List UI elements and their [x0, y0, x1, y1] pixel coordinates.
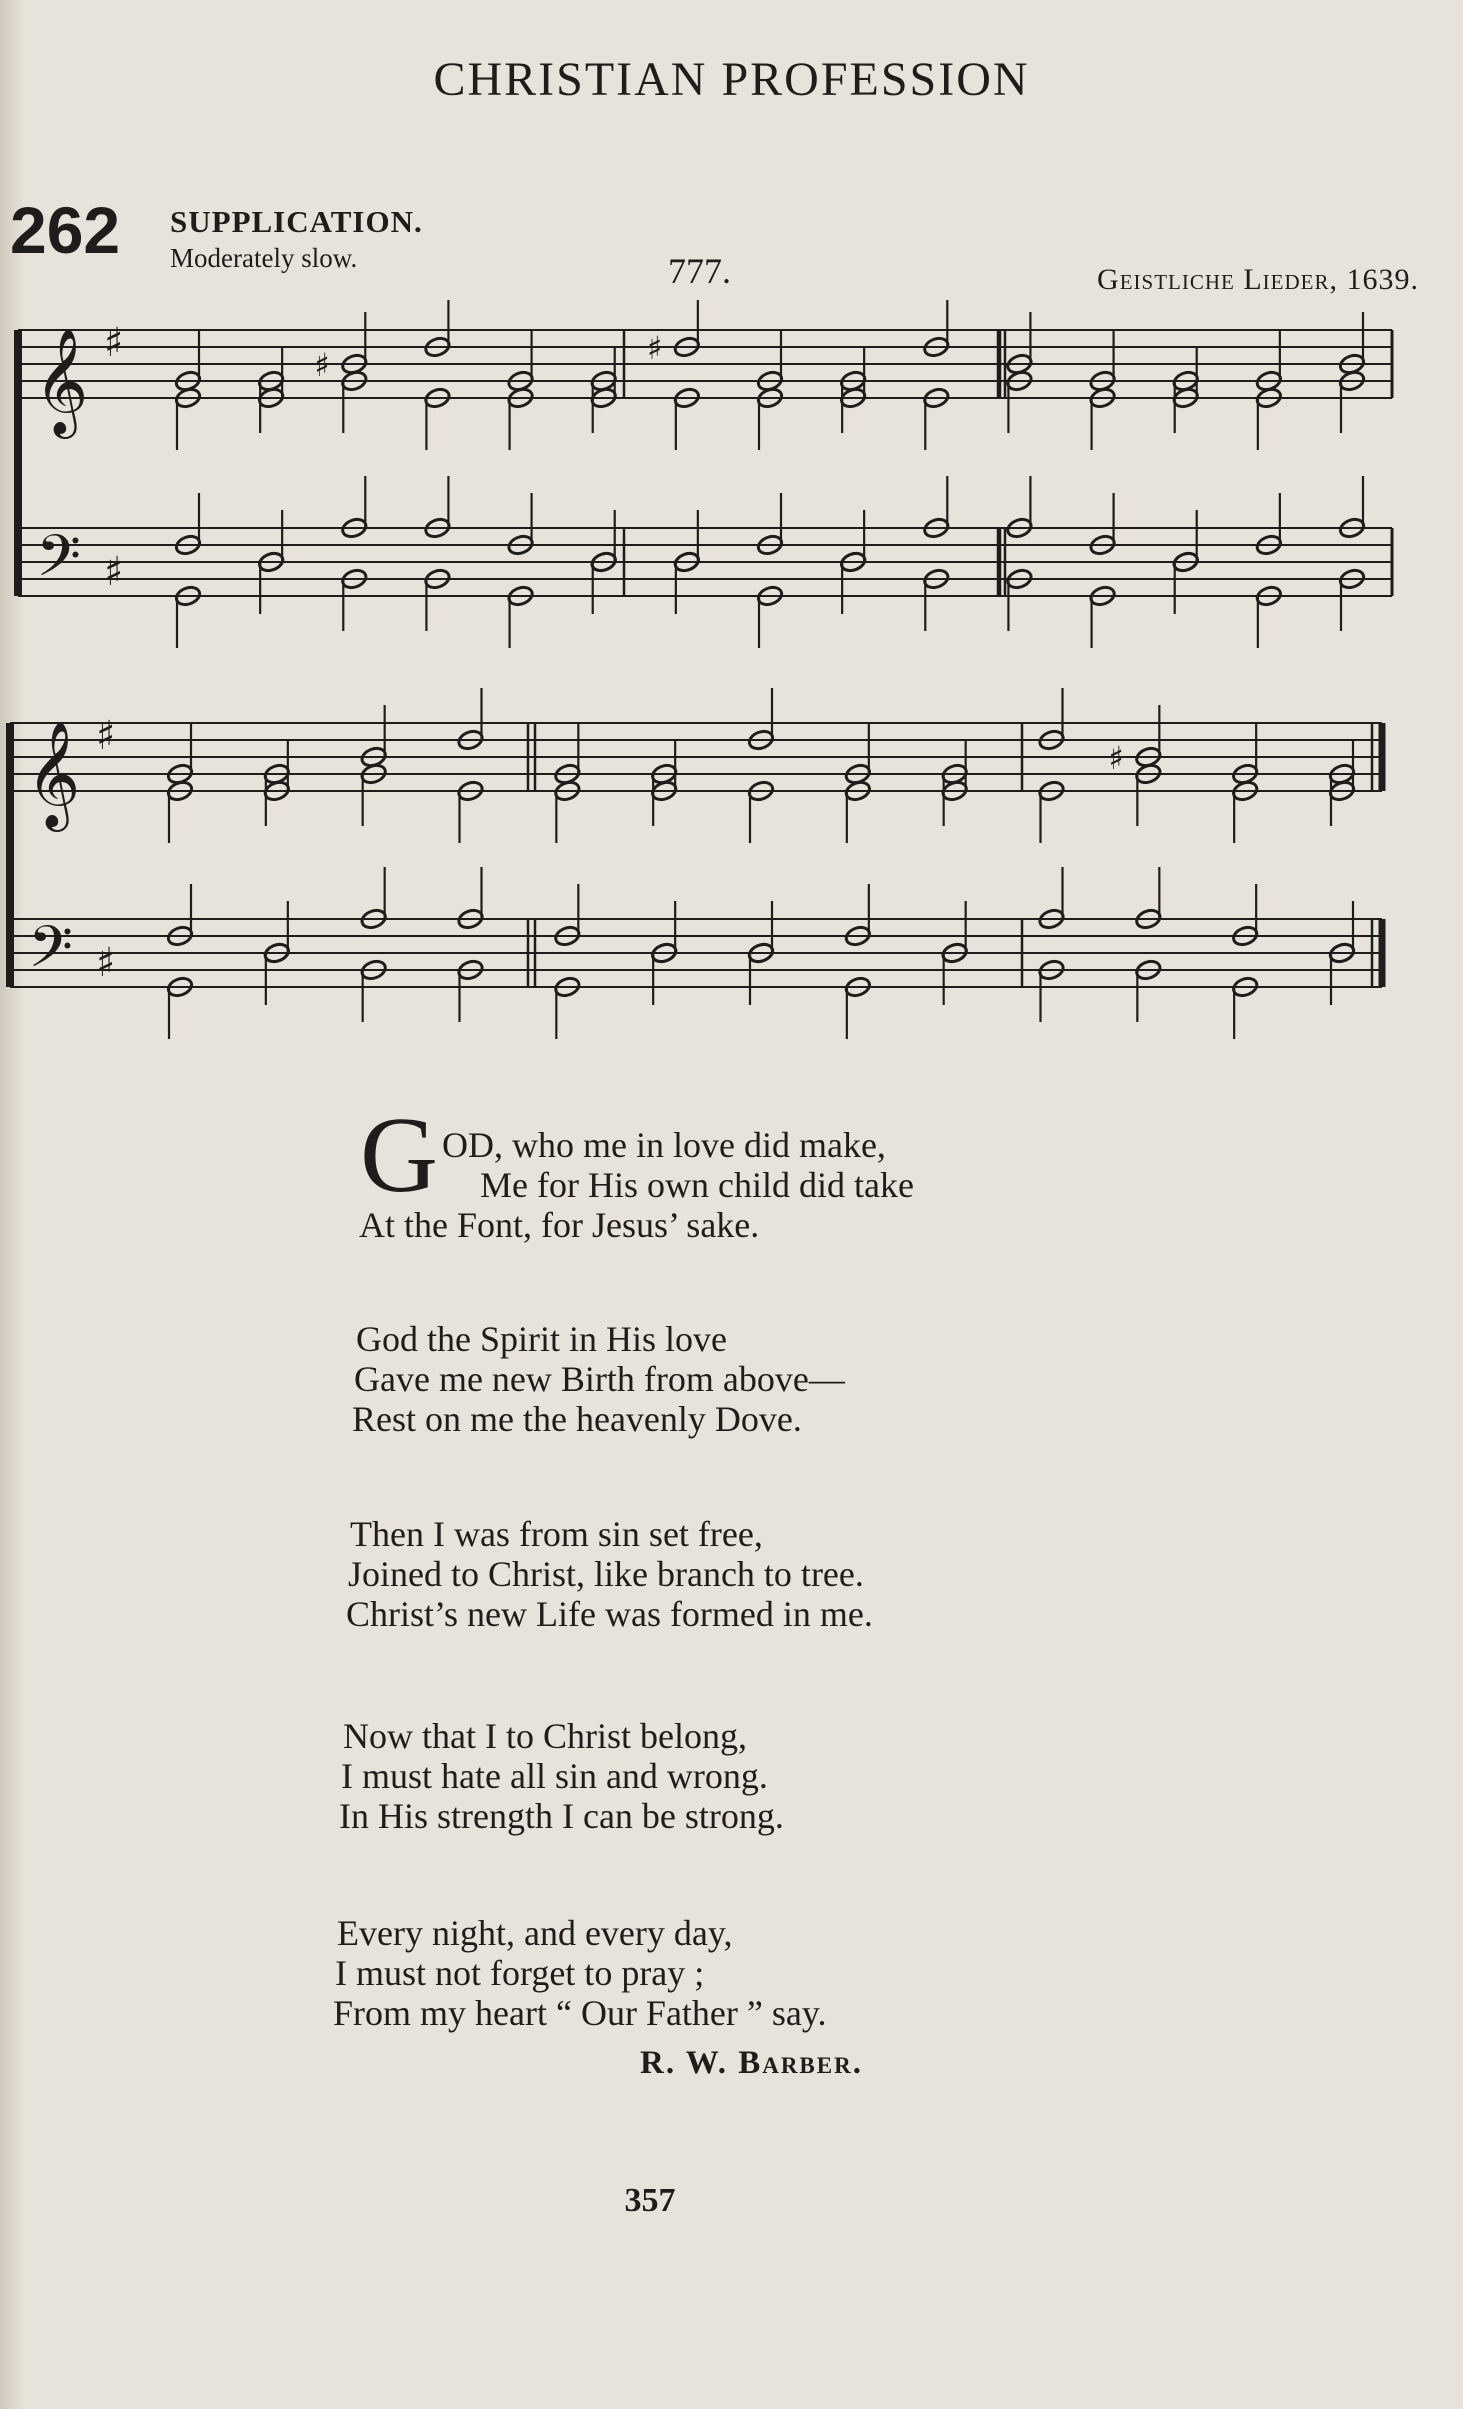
system-brace-bar: [6, 723, 14, 987]
system-brace-bar: [14, 330, 22, 596]
tune-source: Geistliche Lieder, 1639.: [1097, 263, 1419, 296]
treble-clef-symbol: 𝄞: [34, 327, 89, 434]
music-score: [0, 300, 1463, 1080]
verse-dropcap: G: [360, 1096, 438, 1215]
verse-5-line-2: I must not forget to pray ;: [335, 1953, 705, 1993]
key-signature-sharp: ♯: [104, 549, 124, 595]
verse-3-line-3: Christ’s new Life was formed in me.: [346, 1594, 873, 1634]
verse-3-line-2: Joined to Christ, like branch to tree.: [348, 1554, 864, 1594]
verse-4-line-3: In His strength I can be strong.: [339, 1796, 784, 1836]
key-signature-sharp: ♯: [96, 940, 116, 986]
verse-1-line-1: OD, who me in love did make,: [442, 1125, 886, 1165]
verse-4-line-2: I must hate all sin and wrong.: [341, 1756, 768, 1796]
bass-clef-symbol: 𝄢: [36, 522, 82, 604]
hymn-author: R. W. Barber.: [640, 2045, 863, 2081]
verse-4-line-1: Now that I to Christ belong,: [343, 1716, 747, 1756]
sharp-accidental: ♯: [314, 346, 330, 384]
bass-clef-symbol: 𝄢: [28, 913, 74, 995]
verse-5-line-1: Every night, and every day,: [337, 1913, 733, 1953]
key-signature-sharp: ♯: [96, 713, 116, 759]
verse-3-line-1: Then I was from sin set free,: [350, 1514, 763, 1554]
verse-1-line-2: Me for His own child did take: [480, 1165, 914, 1205]
verse-2-line-1: God the Spirit in His love: [356, 1319, 727, 1359]
hymn-number: 262: [10, 193, 121, 267]
verse-5-line-3: From my heart “ Our Father ” say.: [333, 1993, 827, 2033]
tune-meter-number: 777.: [668, 251, 731, 291]
key-signature-sharp: ♯: [104, 320, 124, 366]
sharp-accidental: ♯: [646, 329, 663, 367]
sharp-accidental: ♯: [1108, 739, 1124, 777]
verse-1-line-3: At the Font, for Jesus’ sake.: [359, 1205, 760, 1245]
verse-2-line-2: Gave me new Birth from above—: [354, 1359, 845, 1399]
verse-2-line-3: Rest on me the heavenly Dove.: [352, 1399, 802, 1439]
treble-clef-symbol: 𝄞: [26, 720, 81, 827]
tune-name: SUPPLICATION.: [170, 204, 423, 239]
page-number: 357: [624, 2182, 676, 2219]
running-head: CHRISTIAN PROFESSION: [433, 53, 1030, 106]
tempo-marking: Moderately slow.: [170, 243, 358, 273]
